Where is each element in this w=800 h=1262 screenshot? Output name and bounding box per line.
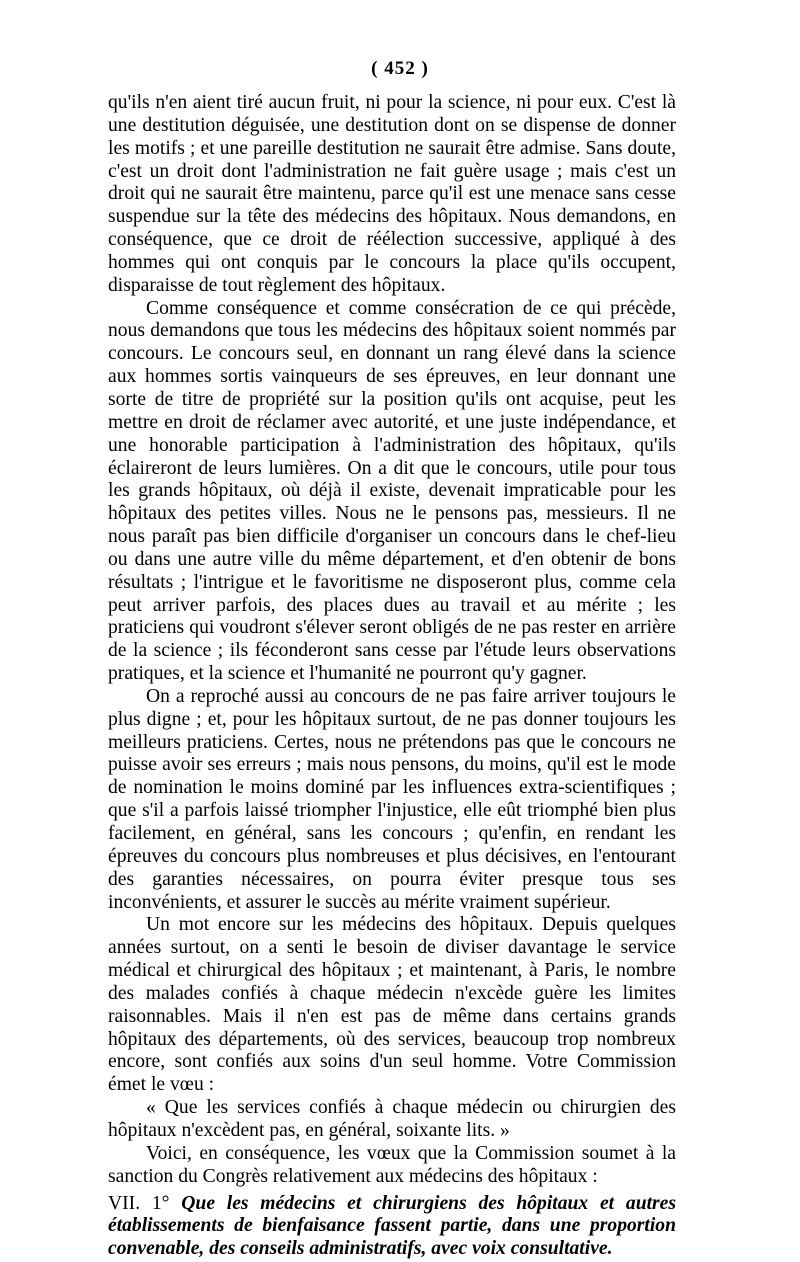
- resolution-number: VII. 1°: [108, 1192, 170, 1214]
- resolution-text: Que les médecins et chirurgiens des hôpitaux et autres établissements de bienfaisance fassent partie, dans une proportion convenable, des conseils administratifs, avec voix consultative.: [108, 1192, 676, 1260]
- paragraph-continuation: qu'ils n'en aient tiré aucun fruit, ni pour la science, ni pour eux. C'est là une destitution déguisée, une destitution dont on se dispense de donner les motifs ; et une pareille destitution ne saurait être admise. Sans doute, c'est un droit dont l'administration ne fait guère usage ; mais c'est un droit qui ne saurait être maintenu, parce qu'il est une menace sans cesse suspendue sur la tête des médecins des hôpitaux. Nous demandons, en conséquence, que ce droit de réélection successive, appliqué à des hommes qui ont conquis par le concours la place qu'ils occupent, disparaisse de tout règlement des hôpitaux.: [108, 92, 676, 296]
- page-number: ( 452 ): [371, 58, 429, 79]
- page-body: [108, 92, 676, 1261]
- paragraph-objections: On a reproché aussi au concours de ne pas faire arriver toujours le plus digne ; et, pour les hôpitaux surtout, de ne pas donner toujours les meilleurs praticiens. Certes, nous ne prétendons pas que le concours ne puisse avoir ses erreurs ; mais nous pensons, du moins, qu'il est le mode de nomination le moins dominé par les influences extra-scientifiques ; que s'il a parfois laissé triompher l'injustice, elle eût triomphé bien plus facilement, en général, sans les concours ; qu'enfin, en rendant les épreuves du concours plus nombreuses et plus décisives, en l'entourant des garanties nécessaires, on pourra éviter presque tous ses inconvénients, et assurer le succès au mérite vraiment supérieur.: [108, 685, 676, 913]
- paragraph-quote: « Que les services confiés à chaque médecin ou chirurgien des hôpitaux n'excèdent pas, en général, soixante lits. »: [108, 1097, 676, 1141]
- paragraph-concours: Comme conséquence et comme consécration de ce qui précède, nous demandons que tous les médecins des hôpitaux soient nommés par concours. Le concours seul, en donnant un rang élevé dans la science aux hommes sortis vainqueurs de ses épreuves, en leur donnant une sorte de titre de propriété sur la position qu'ils ont acquise, peut les mettre en droit de réclamer avec autorité, et une juste indépendance, et une honorable participation à l'administration des hôpitaux, qu'ils éclaireront de leurs lumières. On a dit que le concours, utile pour tous les grands hôpitaux, où déjà il existe, devenait impraticable pour les hôpitaux des petites villes. Nous ne le pensons pas, messieurs. Il ne nous paraît pas bien difficile d'organiser un concours dans le chef-lieu ou dans une autre ville du même département, et d'en obtenir de bons résultats ; l'intrigue et le favoritisme ne disposeront plus, comme cela peut arriver parfois, des places dues au travail et au mérite ; les praticiens qui voudront s'élever seront obligés de ne pas rester en arrière de la science ; ils féconderont sans cesse par l'étude leurs observations pratiques, et la science et l'humanité ne pourront qu'y gagner.: [108, 297, 676, 685]
- paragraph-voeux-intro: Voici, en conséquence, les vœux que la Commission soumet à la sanction du Congrès relativement aux médecins des hôpitaux :: [108, 1142, 676, 1187]
- paragraph-services: Un mot encore sur les médecins des hôpitaux. Depuis quelques années surtout, on a senti le besoin de diviser davantage le service médical et chirurgical des hôpitaux ; et maintenant, à Paris, le nombre des malades confiés à chaque médecin n'excède guère les limites raisonnables. Mais il n'en est pas de même dans certains grands hôpitaux des départements, où des services, beaucoup trop nombreux encore, sont confiés aux soins d'un seul homme. Votre Commission émet le vœu :: [108, 914, 676, 1096]
- resolution-item: [108, 1193, 676, 1262]
